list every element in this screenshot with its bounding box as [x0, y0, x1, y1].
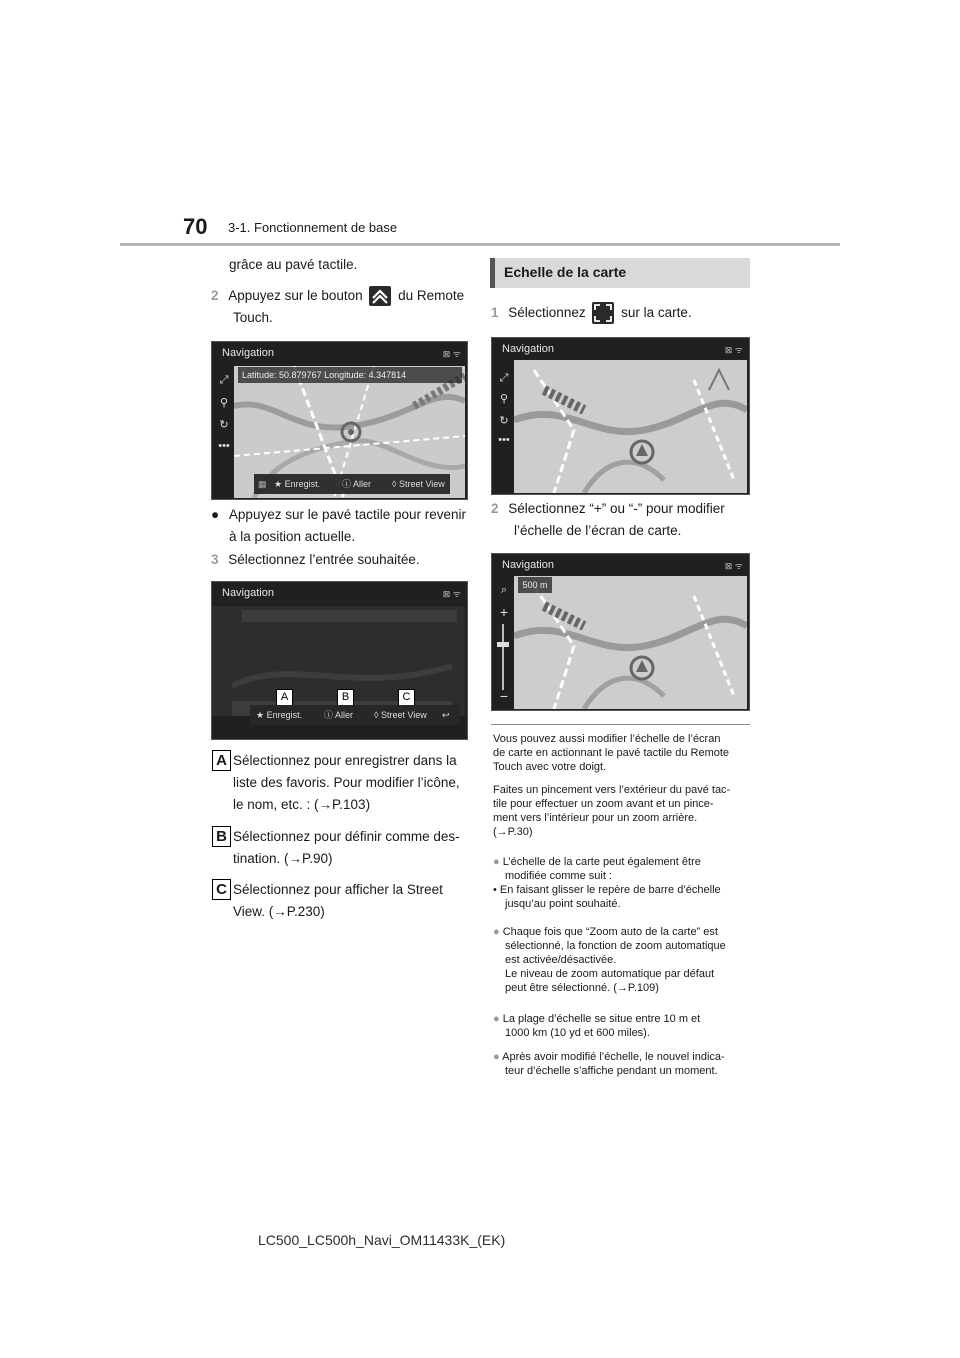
- item-label-a: A: [212, 750, 231, 771]
- label-b: B: [337, 689, 354, 706]
- zoom-scale-bar[interactable]: [502, 624, 504, 690]
- expand-icon: [592, 302, 614, 324]
- step-text: Sélectionnez “+” ou “-” pour modifier: [508, 501, 725, 516]
- expand-icon[interactable]: ⤢: [219, 374, 229, 386]
- item-c-line-2: View. (→P.230): [233, 904, 325, 919]
- step-2-right: [491, 498, 725, 520]
- intro-text: grâce au pavé tactile.: [229, 257, 358, 272]
- zoom-auto-icon[interactable]: ⌕: [500, 584, 508, 596]
- map-sidebar: [492, 360, 514, 493]
- step-text: Sélectionnez: [508, 305, 586, 320]
- back-icon[interactable]: ↩: [442, 710, 450, 720]
- item-a-line-3: le nom, etc. : (→P.103): [233, 797, 371, 812]
- note-p2: Faites un pincement vers l’extérieur du pavé tac- tile pour effectuer un zoom avant et un pince- ment vers l’intérieur pour un zoom arrière. (→P.30): [493, 784, 731, 838]
- step-2-right-cont: l’échelle de l’écran de carte.: [514, 523, 682, 538]
- step-text: Sélectionnez l’entrée souhaitée.: [228, 552, 420, 567]
- go-button[interactable]: ⓘ Aller: [342, 479, 372, 489]
- step-number: 2: [491, 501, 499, 516]
- item-a-line-1: Sélectionnez pour enregistrer dans la: [233, 753, 457, 768]
- step-text-2: du Remote: [398, 288, 465, 303]
- zoom-in-button[interactable]: +: [499, 604, 509, 620]
- header-rule: [120, 243, 840, 246]
- heading-text: Echelle de la carte: [504, 264, 627, 280]
- status-icons: ⊠ ᯤ: [724, 561, 743, 571]
- label-a: A: [276, 689, 293, 706]
- refresh-icon[interactable]: ↻: [219, 419, 229, 431]
- map-toolbar: [254, 474, 450, 494]
- map-toolbar: [250, 705, 460, 725]
- item-b-line-1: Sélectionnez pour définir comme des-: [233, 829, 460, 844]
- nav-screenshot-3: [491, 337, 750, 495]
- save-button[interactable]: ★ Enregist.: [256, 710, 303, 720]
- bullet-text: Appuyez sur le pavé tactile pour revenir: [228, 507, 467, 522]
- status-icons: ⊠ ᯤ: [442, 349, 461, 359]
- street-view-button[interactable]: ◊ Street View: [392, 479, 445, 489]
- pin-icon[interactable]: ⚲: [499, 393, 509, 405]
- bullet-dot: ●: [211, 507, 220, 522]
- street-view-button[interactable]: ◊ Street View: [374, 710, 427, 720]
- step-text-2: sur la carte.: [621, 305, 692, 320]
- go-button[interactable]: ⓘ Aller: [324, 710, 354, 720]
- section-heading: [490, 258, 750, 288]
- nav-screenshot-4: [491, 553, 750, 711]
- bullet-1-cont: à la position actuelle.: [229, 529, 356, 544]
- step-2-left-cont: Touch.: [233, 310, 273, 325]
- item-b-line-2: tination. (→P.90): [233, 851, 333, 866]
- status-icons: ⊠ ᯤ: [724, 345, 743, 355]
- note-bullet-2: ● Chaque fois que “Zoom auto de la carte” est sélectionné, la fonction de zoom automatique est activée/désactivée. Le niveau de zoom automatique par défaut peut être sélectionné. (→P.109): [493, 926, 726, 994]
- nav-screenshot-1: [211, 341, 468, 500]
- scale-readout: 500 m: [518, 577, 552, 593]
- step-number: 2: [211, 288, 219, 303]
- coordinates-readout: Latitude: 50.879767 Longitude: 4.347814: [238, 367, 462, 383]
- step-number: 3: [211, 552, 219, 567]
- note-bullet-1: ● L’échelle de la carte peut également être modifiée comme suit : • En faisant glisser le repère de barre d’échelle jusqu’au point souhaité.: [493, 856, 721, 910]
- item-label-c: C: [212, 879, 231, 900]
- bullet-dot: ●: [493, 1051, 500, 1063]
- more-icon[interactable]: •••: [218, 440, 230, 452]
- note-bullet-3: ● La plage d’échelle se situe entre 10 m et 1000 km (10 yd et 600 miles).: [493, 1013, 701, 1039]
- heading-accent: [490, 258, 495, 288]
- step-1-right: [491, 302, 692, 324]
- note-p1: Vous pouvez aussi modifier l’échelle de l’écran de carte en actionnant le pavé tactile du Remote Touch avec votre doigt.: [493, 733, 730, 773]
- nav-title: Navigation: [502, 343, 554, 355]
- label-c: C: [398, 689, 415, 706]
- nav-title: Navigation: [502, 559, 554, 571]
- footer-code: LC500_LC500h_Navi_OM11433K_(EK): [258, 1232, 506, 1248]
- item-c-line-1: Sélectionnez pour afficher la Street: [233, 882, 443, 897]
- step-number: 1: [491, 305, 499, 320]
- note-bullet-4: ● Après avoir modifié l’échelle, le nouvel indica- teur d’échelle s’affiche pendant un moment.: [493, 1051, 725, 1077]
- item-label-b: B: [212, 826, 231, 847]
- nav-title: Navigation: [222, 587, 274, 599]
- step-3-left: [211, 549, 420, 571]
- bullet-1: [211, 504, 466, 526]
- nav-title: Navigation: [222, 347, 274, 359]
- expand-icon[interactable]: ⤢: [499, 372, 509, 384]
- section-title: 3-1. Fonctionnement de base: [228, 220, 398, 235]
- step-text: Appuyez sur le bouton: [228, 288, 363, 303]
- page-number: 70: [183, 214, 208, 239]
- notes-rule: [491, 724, 750, 725]
- step-2-left: [211, 285, 464, 307]
- bullet-dot: ●: [493, 1013, 500, 1025]
- item-a-line-2: liste des favoris. Pour modifier l’icône,: [233, 775, 460, 790]
- bullet-dot: ●: [493, 926, 500, 938]
- grid-icon: ▦: [258, 479, 267, 489]
- back-chevron-icon: [369, 286, 391, 306]
- bullet-dot: ●: [493, 856, 500, 868]
- refresh-icon[interactable]: ↻: [499, 415, 509, 427]
- zoom-scale-handle[interactable]: [497, 642, 509, 647]
- status-icons: ⊠ ᯤ: [442, 589, 461, 599]
- map-view[interactable]: [514, 576, 747, 709]
- zoom-out-button[interactable]: −: [499, 688, 509, 704]
- pin-icon[interactable]: ⚲: [219, 397, 229, 409]
- save-button[interactable]: ★ Enregist.: [274, 479, 321, 489]
- zoom-sidebar: [492, 576, 514, 709]
- map-sidebar: [212, 366, 234, 498]
- map-view[interactable]: [514, 360, 747, 493]
- nav-screenshot-2: [211, 581, 468, 740]
- more-icon[interactable]: •••: [498, 434, 510, 446]
